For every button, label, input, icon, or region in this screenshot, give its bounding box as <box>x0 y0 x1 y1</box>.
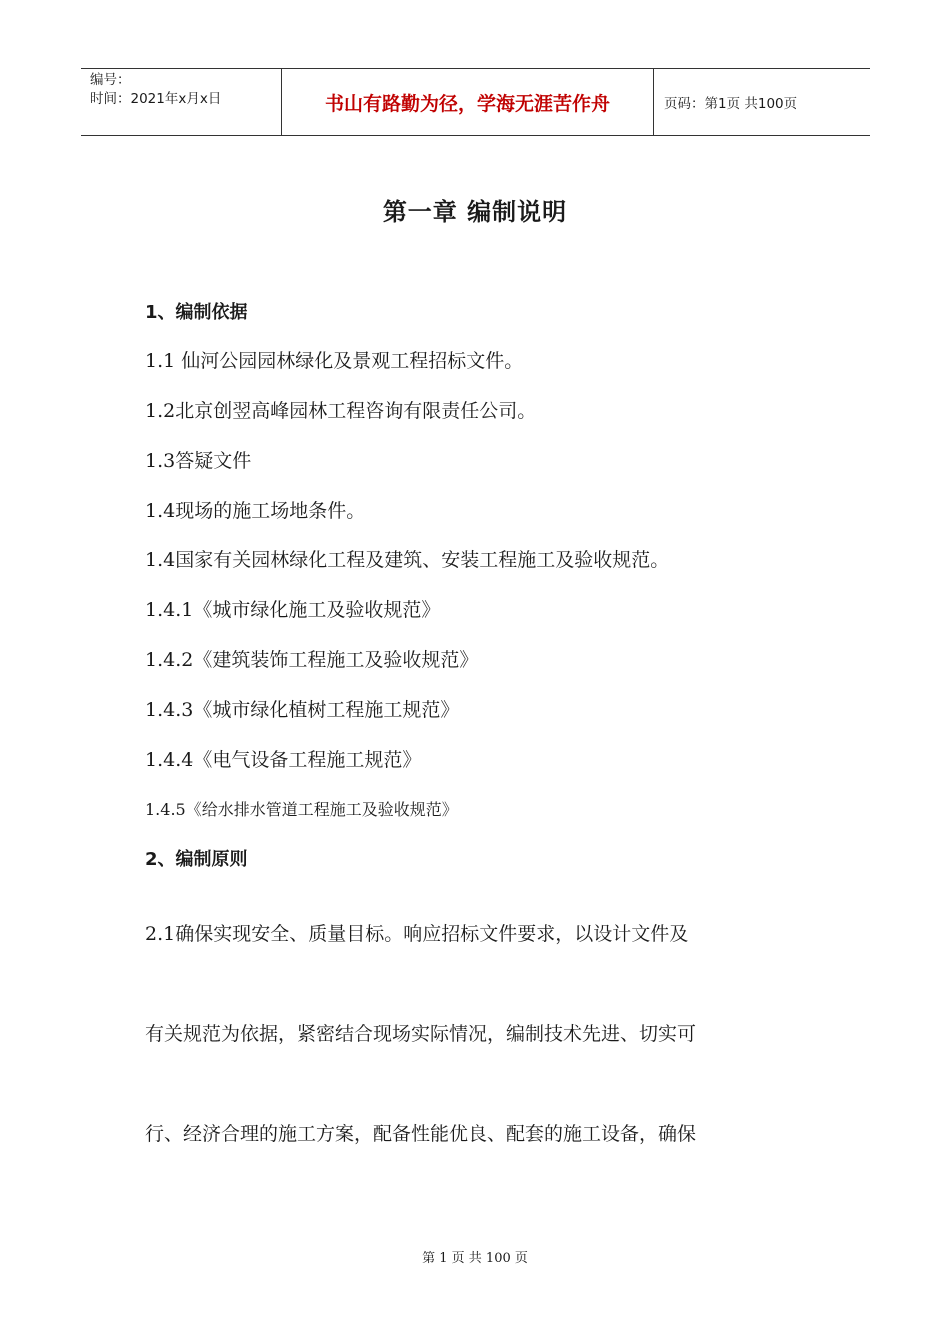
page-footer: 第 1 页 共 100 页 <box>422 1251 528 1266</box>
paragraph-line: 有关规范为依据，紧密结合现场实际情况，编制技术先进、切实可 <box>145 1023 697 1045</box>
paragraph-line: 1.4.2《建筑装饰工程施工及验收规范》 <box>145 649 479 671</box>
paragraph-line: 行、经济合理的施工方案，配备性能优良、配套的施工设备，确保 <box>145 1123 697 1145</box>
paragraph-line: 1.4现场的施工场地条件。 <box>145 500 366 522</box>
paragraph-line: 1.4.1《城市绿化施工及验收规范》 <box>145 599 441 621</box>
page-info: 页码：第1页 共100页 <box>664 96 798 112</box>
motto: 书山有路勤为径，学海无涯苦作舟 <box>281 69 654 135</box>
paragraph-line: 1.1 仙河公园园林绿化及景观工程招标文件。 <box>145 350 524 372</box>
time-label: 时间：2021年x月x日 <box>90 91 222 107</box>
paragraph-line: 1.2北京创翌高峰园林工程咨询有限责任公司。 <box>145 400 537 422</box>
paragraph-line: 1.4.5《给水排水管道工程施工及验收规范》 <box>145 800 458 819</box>
page-header-table <box>81 68 870 136</box>
section-heading-1: 1、编制依据 <box>145 302 248 323</box>
paragraph-line: 1.4.4《电气设备工程施工规范》 <box>145 749 422 771</box>
paragraph-line: 1.3答疑文件 <box>145 450 252 472</box>
chapter-title: 第一章 编制说明 <box>382 198 568 226</box>
number-label: 编号： <box>90 72 131 88</box>
paragraph-line: 1.4.3《城市绿化植树工程施工规范》 <box>145 699 460 721</box>
header-left-cell <box>81 69 281 135</box>
paragraph-line: 1.4国家有关园林绿化工程及建筑、安装工程施工及验收规范。 <box>145 549 670 571</box>
paragraph-line: 2.1确保实现安全、质量目标。响应招标文件要求，以设计文件及 <box>145 923 689 945</box>
section-heading-2: 2、编制原则 <box>145 849 248 870</box>
